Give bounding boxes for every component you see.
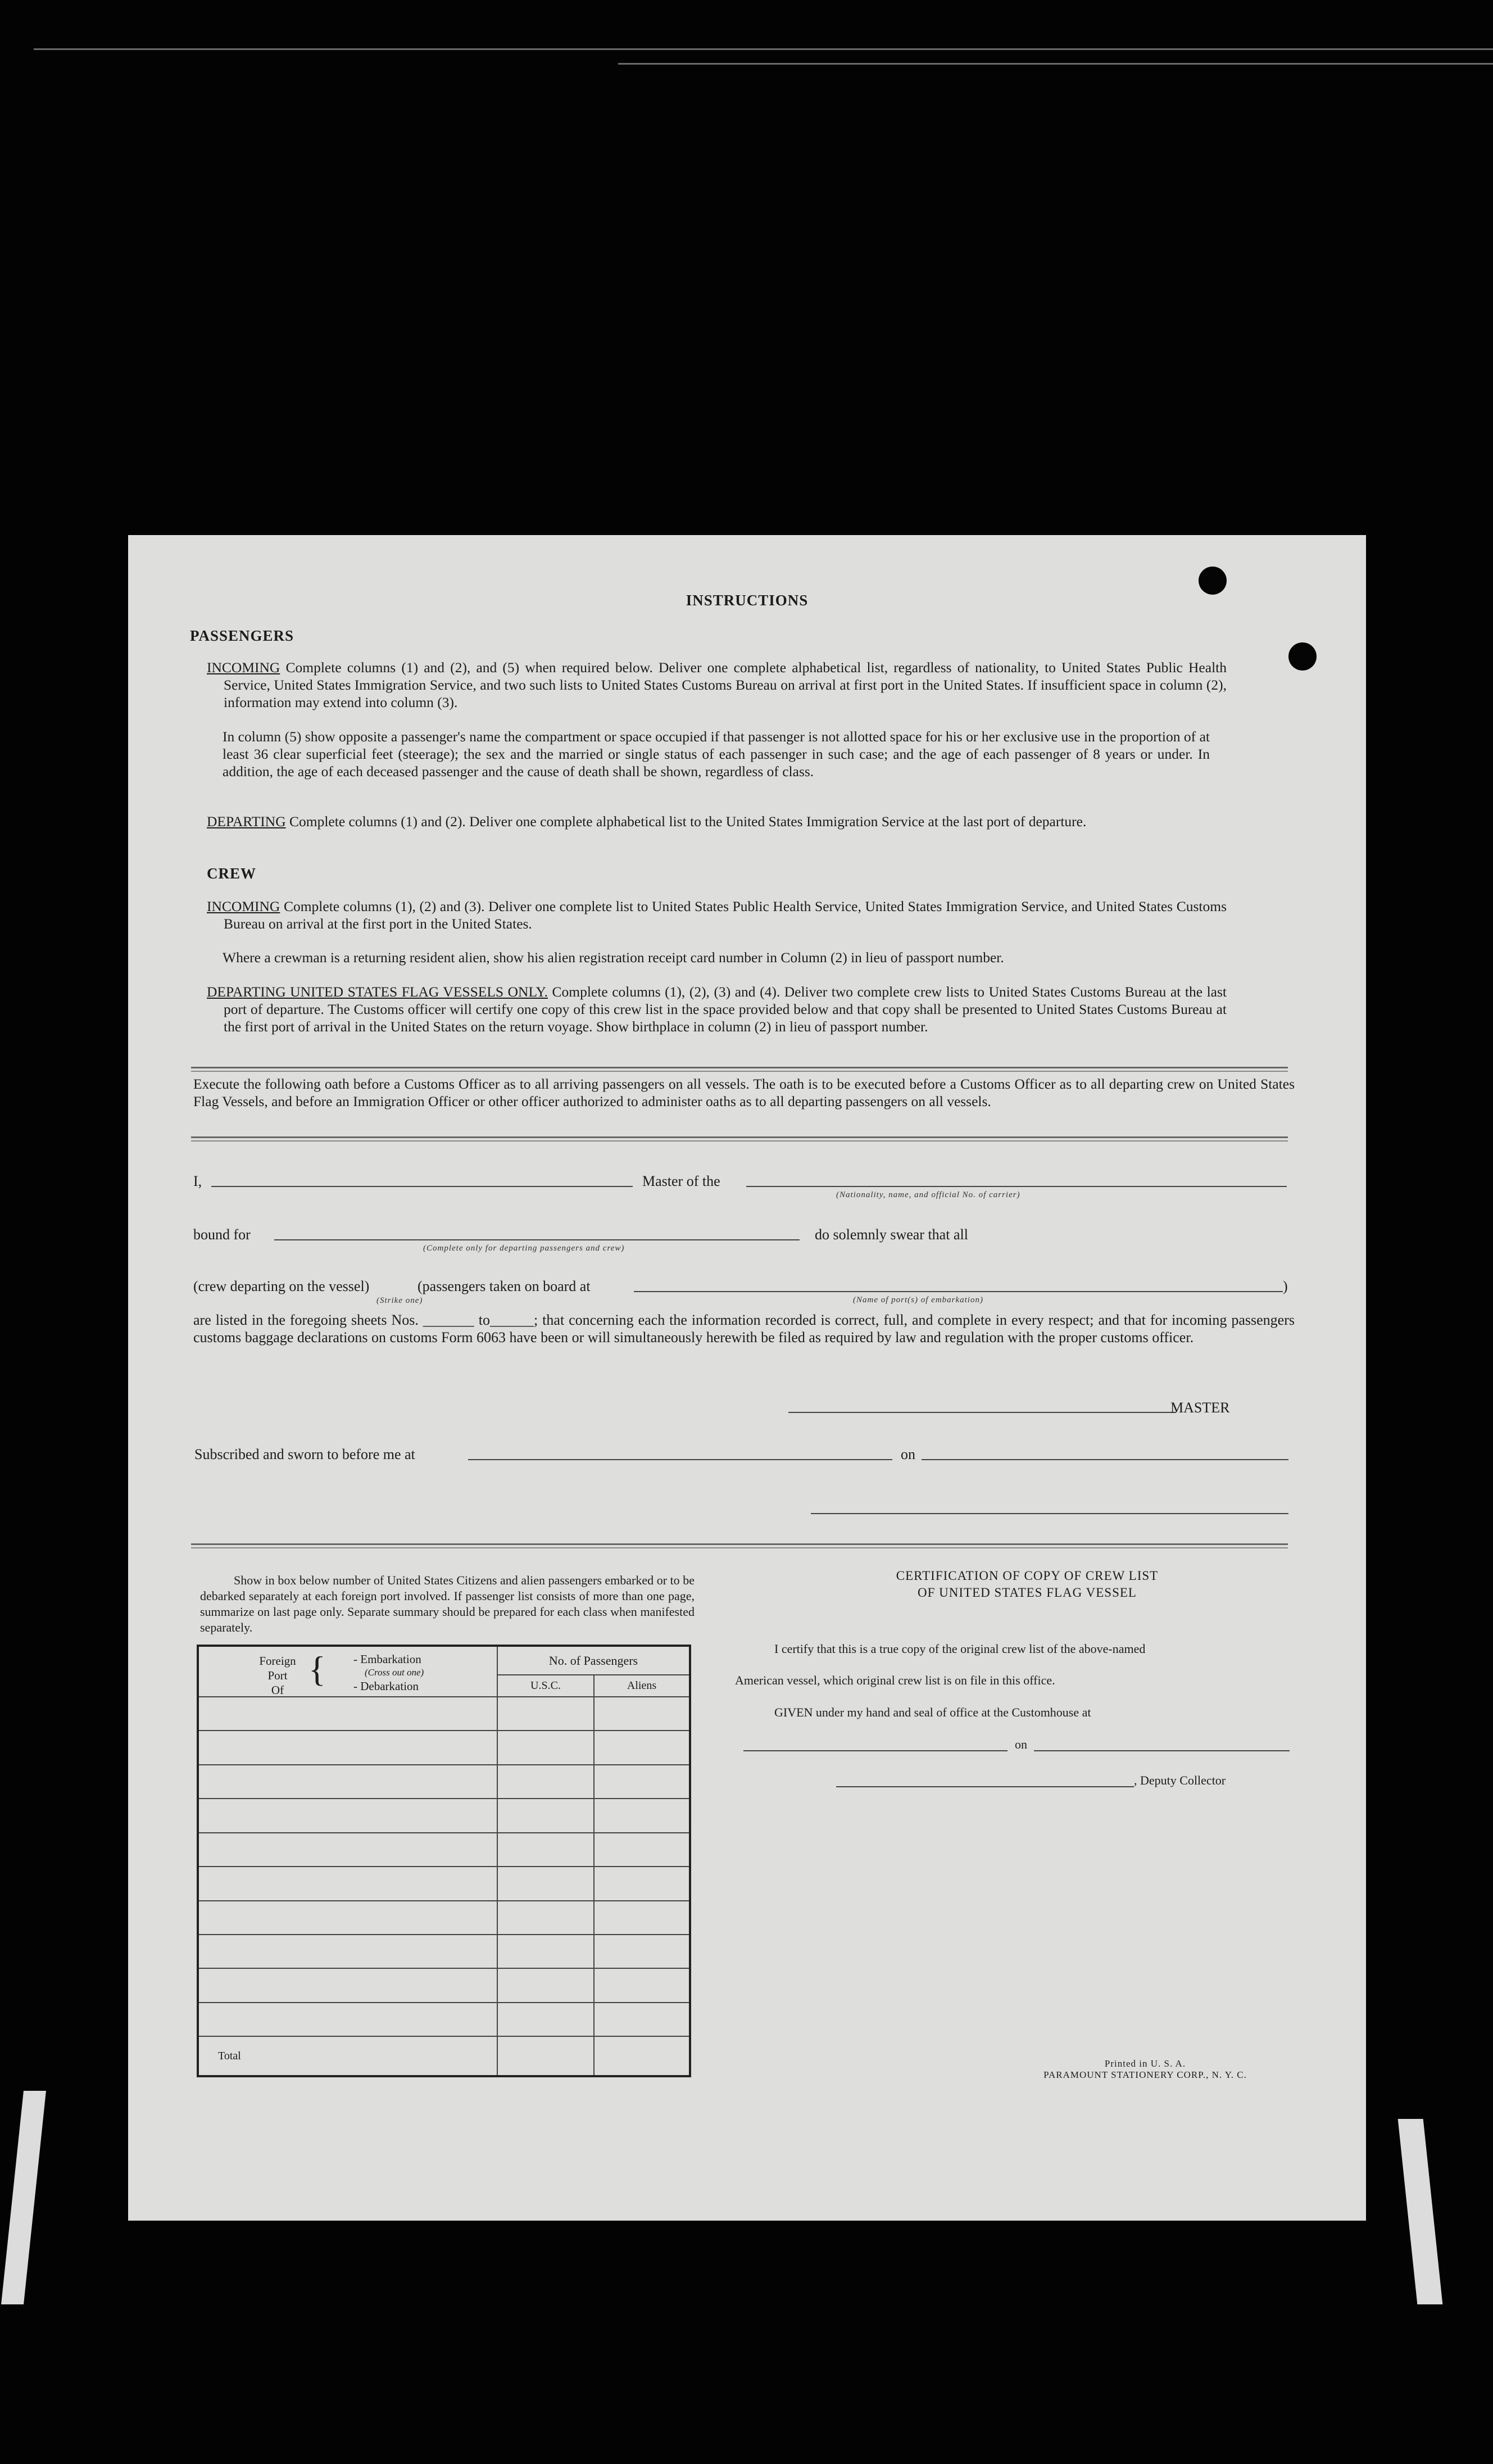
bound-caption: (Complete only for departing passengers and crew)	[423, 1244, 625, 1253]
bound-for-field[interactable]	[274, 1239, 800, 1240]
aliens-total-cell[interactable]	[594, 2036, 690, 2076]
port-header-cell	[198, 1646, 497, 1697]
usc-cell[interactable]	[497, 1799, 594, 1832]
aliens-cell[interactable]	[594, 1697, 690, 1731]
master-of-label: Master of the	[642, 1173, 720, 1189]
usc-cell[interactable]	[497, 1935, 594, 1968]
usc-cell[interactable]	[497, 1765, 594, 1799]
usc-cell[interactable]	[497, 2003, 594, 2036]
strike-caption: (Strike one)	[376, 1296, 423, 1305]
certification-title	[746, 1568, 1308, 1601]
crew-departing-text: Complete columns (1), (2), (3) and (4). Deliver two complete crew lists to United States Customs Bureau at the last port of departure. The Customs officer will certify one copy of this crew list in the space provided below and that copy shall be presented to United States Customs Bureau at the first port of arrival in the United States on the return voyage. Show birthplace in column (2) in lieu of passport number.	[224, 984, 1227, 1035]
port-cell[interactable]	[198, 1968, 497, 2002]
port-cell[interactable]	[198, 1697, 497, 1731]
passengers-taken-option: (passengers taken on board at	[418, 1278, 591, 1294]
film-edge-line	[34, 48, 1493, 50]
oath-i-label: I,	[193, 1173, 202, 1189]
master-signature-field[interactable]	[788, 1412, 1176, 1413]
column5-instruction: In column (5) show opposite a passenger's name the compartment or space occupied if that passenger is not allotted space for his or her exclusive use in the proportion of at least 36 clear superficial feet (steerage); the sex and the married or single status of each passenger in such case; and the age of each passenger of 8 years or under. In addition, the age of each deceased passenger and the cause of death shall be shown, regardless of class.	[223, 728, 1210, 780]
crew-departing-option: (crew departing on the vessel)	[193, 1278, 370, 1294]
crew-incoming-instruction	[207, 898, 1227, 932]
summary-instruction: Show in box below number of United States Citizens and alien passengers embarked or to be debarked separately at each foreign port involved. If passenger list consists of more than one page, summarize on last page only. Separate summary should be prepared for each class when manifested separately.	[200, 1573, 695, 1634]
crew-departing-label: DEPARTING UNITED STATES FLAG VESSELS ONLY.	[207, 984, 548, 1000]
punch-hole	[1288, 642, 1317, 671]
aliens-cell[interactable]	[594, 1935, 690, 1968]
carrier-field[interactable]	[746, 1186, 1287, 1187]
table-row	[198, 1765, 690, 1799]
departing-label: DEPARTING	[207, 813, 286, 830]
master-name-field[interactable]	[211, 1186, 633, 1187]
given-under-hand: GIVEN under my hand and seal of office at the Customhouse at	[774, 1705, 1091, 1719]
table-row	[198, 1867, 690, 1900]
of-label: Of	[271, 1683, 284, 1697]
port-cell[interactable]	[198, 1765, 497, 1799]
embark-debark-options	[353, 1652, 424, 1693]
section-divider	[191, 1067, 1288, 1072]
bound-for-label: bound for	[193, 1226, 251, 1243]
aliens-cell[interactable]	[594, 1765, 690, 1799]
table-row	[198, 1833, 690, 1867]
resident-alien-instruction: Where a crewman is a returning resident alien, show his alien registration receipt card number in Column (2) in lieu of passport number.	[223, 949, 1004, 966]
total-label: Total	[198, 2036, 497, 2076]
sworn-location-field[interactable]	[468, 1459, 892, 1460]
section-divider	[191, 1543, 1288, 1548]
crew-heading: CREW	[207, 865, 257, 882]
table-row	[198, 2003, 690, 2036]
page-title: INSTRUCTIONS	[686, 592, 809, 609]
certify-line2: American vessel, which original crew list is on file in this office.	[735, 1673, 1055, 1687]
usc-cell[interactable]	[497, 1697, 594, 1731]
underlying-sheet-edge	[1398, 2119, 1443, 2304]
port-cell[interactable]	[198, 1935, 497, 1968]
foreign-port-label	[258, 1654, 297, 1697]
deputy-signature-field[interactable]	[836, 1786, 1134, 1787]
port-cell[interactable]	[198, 1799, 497, 1832]
customhouse-field[interactable]	[743, 1750, 1008, 1751]
no-passengers-header: No. of Passengers	[497, 1646, 690, 1675]
swear-label: do solemnly swear that all	[815, 1226, 968, 1243]
table-row	[198, 1935, 690, 1968]
port-caption: (Name of port(s) of embarkation)	[853, 1296, 983, 1305]
incoming-text: Complete columns (1) and (2), and (5) when required below. Deliver one complete alphabetical list, regardless of nationality, to United States Public Health Service, United States Immigration Service, and two such lists to United States Customs Bureau on arrival at first port in the United States. If insufficient space in column (2), information may extend into column (3).	[224, 659, 1227, 710]
table-row	[198, 1968, 690, 2002]
passengers-heading: PASSENGERS	[190, 627, 294, 644]
incoming-label: INCOMING	[207, 659, 280, 676]
passengers-departing-instruction	[207, 813, 1227, 830]
usc-cell[interactable]	[497, 1901, 594, 1935]
foreign-label: Foreign	[259, 1654, 296, 1668]
port-cell[interactable]	[198, 1731, 497, 1764]
certification-on-label: on	[1015, 1737, 1027, 1751]
printer-name: PARAMOUNT STATIONERY CORP., N. Y. C.	[1043, 2069, 1247, 2080]
passengers-incoming-instruction	[207, 659, 1227, 711]
debarkation-option: - Debarkation	[353, 1679, 419, 1693]
close-paren: )	[1283, 1278, 1288, 1294]
certification-title-line2: OF UNITED STATES FLAG VESSEL	[918, 1586, 1137, 1600]
usc-cell[interactable]	[497, 1867, 594, 1900]
film-edge-line	[618, 63, 1493, 65]
sworn-date-field[interactable]	[922, 1459, 1288, 1460]
crew-incoming-text: Complete columns (1), (2) and (3). Deliver one complete list to United States Public Health Service, United States Immigration Service, and United States Customs Bureau on arrival at the first port in the United States.	[224, 898, 1227, 932]
total-row	[198, 2036, 690, 2076]
aliens-header: Aliens	[594, 1675, 690, 1696]
certify-line1: I certify that this is a true copy of the original crew list of the above-named	[774, 1642, 1146, 1656]
certification-title-line1: CERTIFICATION OF COPY OF CREW LIST	[896, 1569, 1159, 1583]
departing-text: Complete columns (1) and (2). Deliver one complete alphabetical list to the United States Immigration Service at the last port of departure.	[285, 813, 1087, 830]
form-page	[128, 535, 1366, 2221]
table-row	[198, 1697, 690, 1731]
curly-brace: {	[308, 1649, 326, 1689]
port-cell[interactable]	[198, 2003, 497, 2036]
aliens-cell[interactable]	[594, 1799, 690, 1832]
section-divider	[191, 1136, 1288, 1142]
printed-in-usa: Printed in U. S. A.	[1104, 2058, 1186, 2069]
usc-header: U.S.C.	[497, 1675, 594, 1696]
sworn-on-label: on	[901, 1446, 915, 1462]
usc-cell[interactable]	[497, 1731, 594, 1764]
listed-statement: are listed in the foregoing sheets Nos. _______ to______; that concerning each the information recorded is correct, full, and complete in every respect; and that for incoming passengers customs baggage declarations on customs Form 6063 have been or will simultaneously herewith be filed as required by law and regulation with the proper customs officer.	[193, 1312, 1295, 1346]
port-cell[interactable]	[198, 1901, 497, 1935]
aliens-cell[interactable]	[594, 1867, 690, 1900]
master-label: MASTER	[1170, 1399, 1230, 1416]
port-label: Port	[267, 1669, 288, 1682]
port-cell[interactable]	[198, 1867, 497, 1900]
usc-cell[interactable]	[497, 1968, 594, 2002]
subscribed-label: Subscribed and sworn to before me at	[194, 1446, 415, 1462]
officer-signature-field[interactable]	[811, 1513, 1288, 1514]
cross-out-note: (Cross out one)	[365, 1667, 424, 1678]
printer-imprint	[1005, 2058, 1286, 2081]
aliens-cell[interactable]	[594, 1968, 690, 2002]
embarkation-option: - Embarkation	[353, 1652, 421, 1666]
aliens-cell[interactable]	[594, 1833, 690, 1867]
table-row	[198, 1901, 690, 1935]
passenger-summary-table	[197, 1645, 691, 2077]
certification-date-field[interactable]	[1034, 1750, 1290, 1751]
usc-cell[interactable]	[497, 1833, 594, 1867]
aliens-cell[interactable]	[594, 1731, 690, 1764]
port-cell[interactable]	[198, 1833, 497, 1867]
crew-incoming-label: INCOMING	[207, 898, 280, 914]
crew-departing-instruction	[207, 983, 1227, 1035]
aliens-cell[interactable]	[594, 2003, 690, 2036]
underlying-sheet-edge	[1, 2091, 46, 2304]
punch-hole	[1199, 567, 1227, 595]
nationality-caption: (Nationality, name, and official No. of carrier)	[836, 1190, 1020, 1199]
usc-total-cell[interactable]	[497, 2036, 594, 2076]
aliens-cell[interactable]	[594, 1901, 690, 1935]
table-row	[198, 1731, 690, 1764]
port-embarkation-field[interactable]	[634, 1291, 1283, 1292]
deputy-collector-label: , Deputy Collector	[1134, 1773, 1226, 1787]
table-row	[198, 1799, 690, 1832]
oath-instruction: Execute the following oath before a Customs Officer as to all arriving passengers on all vessels. The oath is to be executed before a Customs Officer as to all departing crew on United States Flag Vessels, and before an Immigration Officer or other officer authorized to administer oaths as to all departing passengers on all vessels.	[193, 1076, 1295, 1109]
